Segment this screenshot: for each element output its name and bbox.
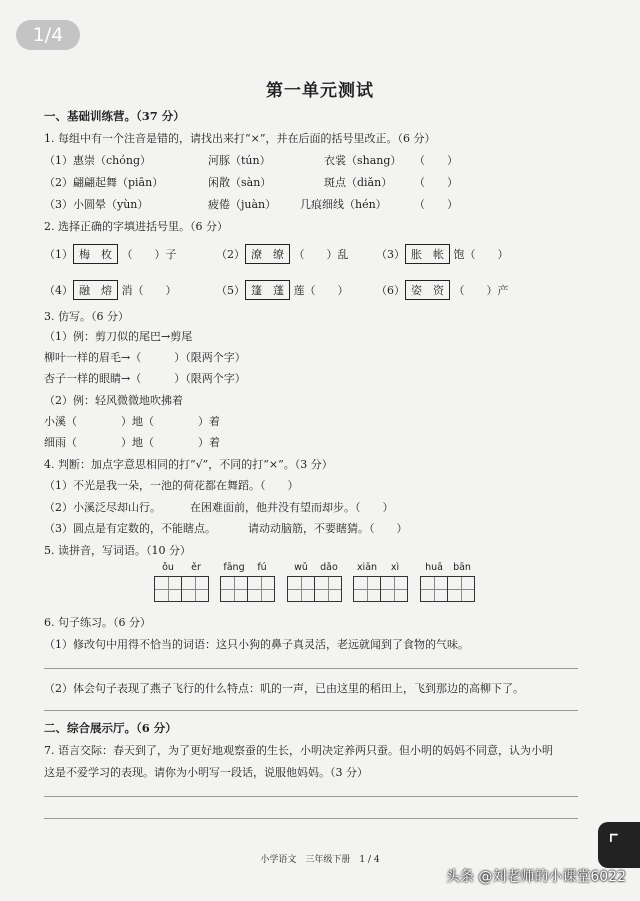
pinyin-label: xì: [390, 562, 400, 573]
writing-cell[interactable]: [380, 576, 408, 602]
q7-line-1: 7. 语言交际：春天到了，为了更好地观察蚕的生长，小明决定养两只蚕。但小明的妈妈不同意，认为小明: [44, 744, 553, 757]
q6-prompt: 6. 句子练习。（6 分）: [44, 616, 151, 629]
q3-line-2[interactable]: 柳叶一样的眉毛→（ ）（限两个字）: [44, 351, 246, 364]
writing-cell[interactable]: [154, 576, 182, 602]
writing-cell[interactable]: [447, 576, 475, 602]
writing-cell[interactable]: [220, 576, 248, 602]
q1-prompt: 1. 每组中有一个注音是错的，请找出来打“×”，并在后面的括号里改正。（6 分）: [44, 132, 436, 145]
answer-line[interactable]: [44, 710, 578, 711]
pinyin-label: fú: [257, 562, 267, 573]
q2-item-4: [44, 280, 177, 300]
q2-blank[interactable]: 消（ ）: [121, 284, 177, 297]
q3-line-3[interactable]: 杏子一样的眼睛→（ ）（限两个字）: [44, 372, 246, 385]
pinyin-label: xiān: [356, 562, 378, 573]
watermark: 头条 @刘老师的小课堂6022: [445, 869, 626, 885]
q2-choice-box: 融 熔: [73, 280, 118, 300]
answer-line[interactable]: [44, 818, 578, 819]
pinyin-label: ěr: [191, 562, 201, 573]
q3-prompt: 3. 仿写。（6 分）: [44, 310, 129, 323]
q1-row3-b: 疲倦（juàn）: [208, 198, 277, 211]
q2-choice-box: 篷 蓬: [245, 280, 290, 300]
pinyin-label: bān: [453, 562, 471, 573]
q2-choice-box: 姿 资: [405, 280, 450, 300]
q3-line-4: （2）例：轻风微微地吹拂着: [44, 394, 183, 407]
q2-choice-box: 梅 枚: [73, 244, 118, 264]
q2-blank[interactable]: （ ）乱: [293, 248, 349, 261]
writing-cell[interactable]: [314, 576, 342, 602]
page-footer: 小学语文 三年级下册 1 / 4: [260, 855, 380, 865]
q1-row3-c: 几痕细线（hén）: [300, 198, 387, 211]
pinyin-label: huā: [425, 562, 443, 573]
q2-blank[interactable]: 饱（ ）: [453, 248, 509, 261]
q4-row-3-b[interactable]: 请动动脑筋，不要瞎猜。（ ）: [248, 522, 408, 535]
q3-line-5[interactable]: 小溪（ ）地（ ）着: [44, 415, 220, 428]
q2-blank[interactable]: （ ）产: [453, 284, 509, 297]
q2-prompt: 2. 选择正确的字填进括号里。（6 分）: [44, 220, 228, 233]
q1-row2-a: （2）翩翩起舞（piān）: [44, 176, 164, 189]
answer-line[interactable]: [44, 668, 578, 669]
q2-item-num: （2）: [216, 248, 245, 261]
section-2-heading: 二、综合展示厅。（6 分）: [44, 721, 177, 735]
q4-row-2-b[interactable]: 在困难面前，他并没有望而却步。（ ）: [190, 501, 394, 514]
q2-choice-box: 潦 缭: [245, 244, 290, 264]
page-counter[interactable]: 1/4: [16, 20, 80, 50]
page-title: 第一单元测试: [266, 81, 374, 101]
q2-item-2: [216, 244, 349, 264]
writing-cell[interactable]: [247, 576, 275, 602]
q2-item-3: [376, 244, 509, 264]
answer-line[interactable]: [44, 796, 578, 797]
writing-cell[interactable]: [287, 576, 315, 602]
pinyin-label: dǎo: [320, 562, 338, 573]
q2-item-num: （6）: [376, 284, 405, 297]
q1-row1-c: 衣裳（shang）: [324, 154, 402, 167]
q1-row1-answer[interactable]: （ ）: [414, 154, 458, 167]
q1-row3-a: （3）小圆晕（yùn）: [44, 198, 149, 211]
pinyin-label: ǒu: [162, 562, 174, 573]
q2-blank[interactable]: 莲（ ）: [293, 284, 349, 297]
q3-line-6[interactable]: 细雨（ ）地（ ）着: [44, 436, 220, 449]
q7-line-2: 这是不爱学习的表现。请你为小明写一段话，说服他妈妈。（3 分）: [44, 766, 368, 779]
q4-row-3-a: （3）圆点是有定数的，不能瞎点。: [44, 522, 216, 535]
writing-cell[interactable]: [181, 576, 209, 602]
q1-row3-answer[interactable]: （ ）: [414, 198, 458, 211]
writing-cell[interactable]: [353, 576, 381, 602]
q6-line-2: （2）体会句子表现了燕子飞行的什么特点：叽的一声，已由这里的稻田上，飞到那边的高柳下了。: [44, 682, 524, 695]
q2-blank[interactable]: （ ）子: [121, 248, 177, 261]
q2-item-1: [44, 244, 177, 264]
q2-item-6: [376, 280, 509, 300]
q6-line-1: （1）修改句中用得不恰当的词语：这只小狗的鼻子真灵活，老远就闻到了食物的气味。: [44, 638, 469, 651]
q1-row1-a: （1）惠崇（chóng）: [44, 154, 151, 167]
q1-row2-b: 闲散（sàn）: [208, 176, 272, 189]
q4-row-1[interactable]: （1）不光是我一朵，一池的荷花都在舞蹈。（ ）: [44, 479, 299, 492]
q2-item-num: （4）: [44, 284, 73, 297]
q2-item-5: [216, 280, 349, 300]
q2-item-num: （5）: [216, 284, 245, 297]
pinyin-label: wǔ: [294, 562, 308, 573]
section-1-heading: 一、基础训练营。（37 分）: [44, 109, 185, 123]
q2-item-num: （3）: [376, 248, 405, 261]
q4-row-2-a: （2）小溪泛尽却山行。: [44, 501, 161, 514]
pinyin-label: fāng: [223, 562, 245, 573]
q1-row2-answer[interactable]: （ ）: [414, 176, 458, 189]
q2-choice-box: 胀 帐: [405, 244, 450, 264]
q2-item-num: （1）: [44, 248, 73, 261]
expand-icon: ⌜: [608, 830, 620, 858]
q1-row2-c: 斑点（diǎn）: [324, 176, 393, 189]
q3-line-1: （1）例：剪刀似的尾巴→剪尾: [44, 330, 193, 343]
q4-prompt: 4. 判断：加点字意思相同的打“√”，不同的打“×”。（3 分）: [44, 458, 333, 471]
q1-row1-b: 河豚（tún）: [208, 154, 271, 167]
q5-prompt: 5. 读拼音，写词语。（10 分）: [44, 544, 191, 557]
writing-cell[interactable]: [420, 576, 448, 602]
